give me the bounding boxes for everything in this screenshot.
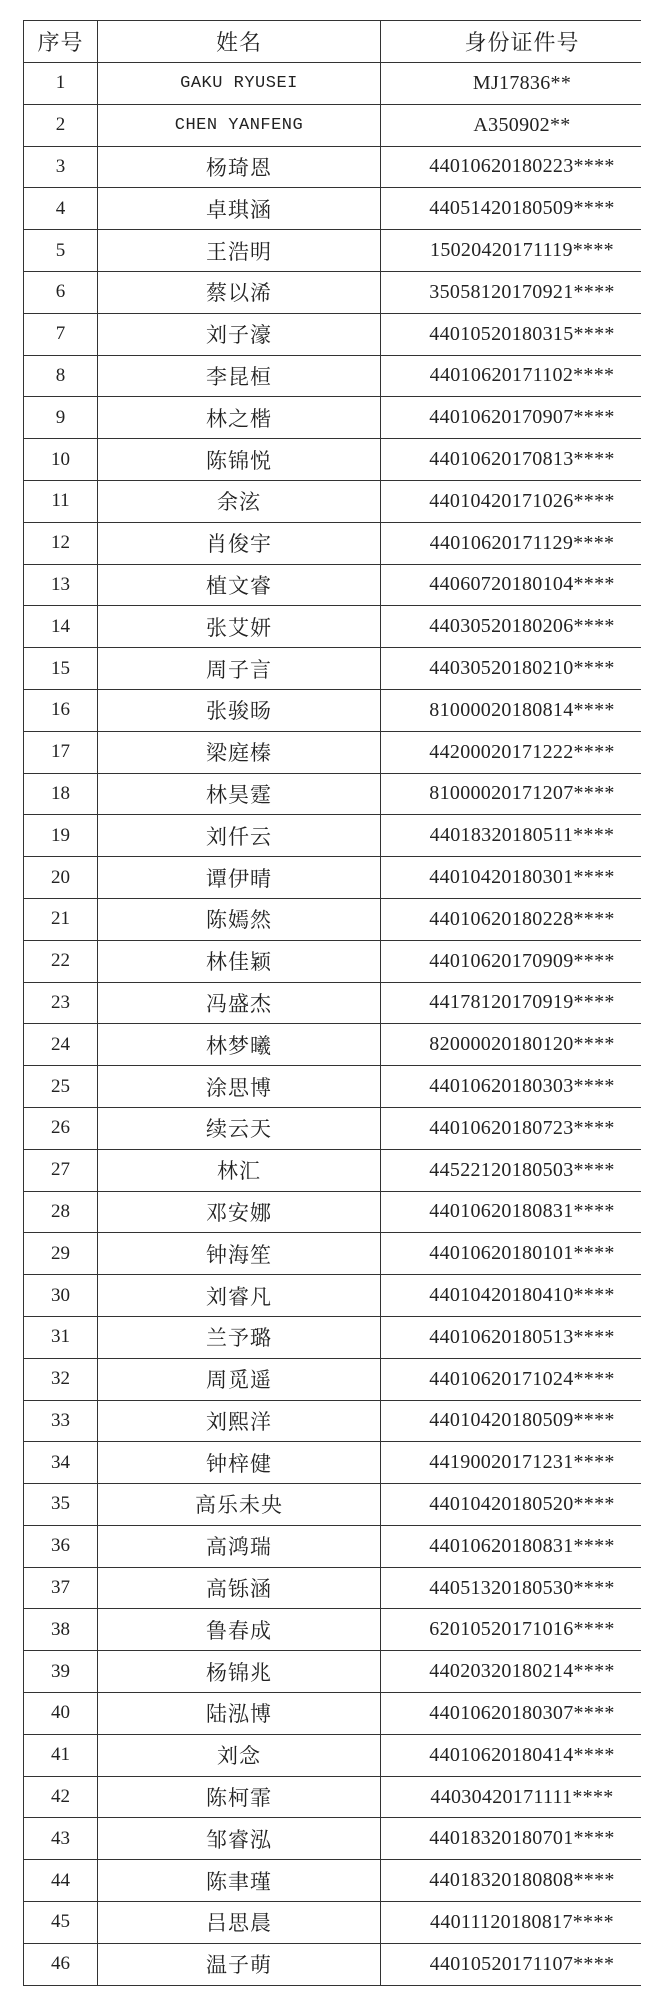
name-cell: 余泫 — [98, 480, 381, 522]
serial-number-cell: 34 — [24, 1442, 98, 1484]
name-cell: 李昆桓 — [98, 355, 381, 397]
id-number-cell: 44018320180808**** — [381, 1860, 649, 1902]
table-row — [24, 1149, 649, 1191]
id-number-cell: 44018320180511**** — [381, 815, 649, 857]
name-cell: 刘仟云 — [98, 815, 381, 857]
name-cell: 高鸿瑞 — [98, 1525, 381, 1567]
serial-number-cell: 2 — [24, 104, 98, 146]
table-row — [24, 982, 649, 1024]
roster-table — [23, 20, 649, 1986]
id-number-cell: 44010620170813**** — [381, 439, 649, 481]
id-number-cell: 44010620180831**** — [381, 1191, 649, 1233]
table-row — [24, 146, 649, 188]
id-number-cell: 44010620180223**** — [381, 146, 649, 188]
table-row — [24, 1191, 649, 1233]
serial-number-cell: 38 — [24, 1609, 98, 1651]
id-number-cell: 44010620180723**** — [381, 1107, 649, 1149]
serial-number-cell: 11 — [24, 480, 98, 522]
id-number-cell: 82000020180120**** — [381, 1024, 649, 1066]
name-cell: CHEN YANFENG — [98, 104, 381, 146]
name-cell: 蔡以浠 — [98, 271, 381, 313]
name-cell: 张艾妍 — [98, 606, 381, 648]
id-number-cell: 44010520171107**** — [381, 1943, 649, 1985]
id-number-cell: 44178120170919**** — [381, 982, 649, 1024]
table-row — [24, 1651, 649, 1693]
name-cell: 陈聿瑾 — [98, 1860, 381, 1902]
id-number-cell: 15020420171119**** — [381, 230, 649, 272]
serial-number-cell: 3 — [24, 146, 98, 188]
table-row — [24, 606, 649, 648]
serial-number-cell: 19 — [24, 815, 98, 857]
table-row — [24, 188, 649, 230]
table-row — [24, 439, 649, 481]
id-number-cell: 44010420180520**** — [381, 1484, 649, 1526]
id-number-cell: 44200020171222**** — [381, 731, 649, 773]
name-cell: 钟海笙 — [98, 1233, 381, 1275]
serial-number-cell: 42 — [24, 1776, 98, 1818]
name-cell: 谭伊晴 — [98, 857, 381, 899]
serial-number-cell: 6 — [24, 271, 98, 313]
id-number-cell: 44010620171102**** — [381, 355, 649, 397]
serial-number-cell: 17 — [24, 731, 98, 773]
id-number-cell: A350902** — [381, 104, 649, 146]
table-row — [24, 1484, 649, 1526]
table-row — [24, 940, 649, 982]
id-number-cell: 44010620171129**** — [381, 522, 649, 564]
serial-number-cell: 31 — [24, 1316, 98, 1358]
serial-number-cell: 44 — [24, 1860, 98, 1902]
serial-number-cell: 22 — [24, 940, 98, 982]
table-row — [24, 480, 649, 522]
id-number-cell: 44010620180228**** — [381, 898, 649, 940]
id-number-cell: 35058120170921**** — [381, 271, 649, 313]
id-number-cell: 44190020171231**** — [381, 1442, 649, 1484]
table-row — [24, 689, 649, 731]
serial-number-cell: 27 — [24, 1149, 98, 1191]
name-cell: 王浩明 — [98, 230, 381, 272]
serial-number-cell: 40 — [24, 1693, 98, 1735]
serial-number-cell: 28 — [24, 1191, 98, 1233]
serial-number-cell: 32 — [24, 1358, 98, 1400]
table-row — [24, 1066, 649, 1108]
serial-number-cell: 36 — [24, 1525, 98, 1567]
table-row — [24, 1358, 649, 1400]
name-cell: 植文睿 — [98, 564, 381, 606]
id-number-cell: 44522120180503**** — [381, 1149, 649, 1191]
serial-number-cell: 23 — [24, 982, 98, 1024]
serial-number-cell: 43 — [24, 1818, 98, 1860]
name-cell: 冯盛杰 — [98, 982, 381, 1024]
table-row — [24, 1316, 649, 1358]
serial-number-cell: 35 — [24, 1484, 98, 1526]
table-row — [24, 397, 649, 439]
header-serial-number: 序号 — [24, 21, 98, 63]
name-cell: 林昊霆 — [98, 773, 381, 815]
id-number-cell: 44030520180210**** — [381, 648, 649, 690]
name-cell: 陈嫣然 — [98, 898, 381, 940]
name-cell: 杨琦恩 — [98, 146, 381, 188]
table-row — [24, 63, 649, 105]
id-number-cell: 44010620180831**** — [381, 1525, 649, 1567]
name-cell: 卓琪涵 — [98, 188, 381, 230]
serial-number-cell: 37 — [24, 1567, 98, 1609]
name-cell: 张骏旸 — [98, 689, 381, 731]
serial-number-cell: 7 — [24, 313, 98, 355]
id-number-cell: 44018320180701**** — [381, 1818, 649, 1860]
table-row — [24, 313, 649, 355]
name-cell: 涂思博 — [98, 1066, 381, 1108]
id-number-cell: 44010620180414**** — [381, 1734, 649, 1776]
serial-number-cell: 30 — [24, 1275, 98, 1317]
table-row — [24, 1400, 649, 1442]
name-cell: GAKU RYUSEI — [98, 63, 381, 105]
table-header — [24, 21, 649, 63]
serial-number-cell: 29 — [24, 1233, 98, 1275]
serial-number-cell: 21 — [24, 898, 98, 940]
serial-number-cell: 14 — [24, 606, 98, 648]
id-number-cell: 44010620180513**** — [381, 1316, 649, 1358]
table-row — [24, 1567, 649, 1609]
serial-number-cell: 41 — [24, 1734, 98, 1776]
id-number-cell: 44010620170907**** — [381, 397, 649, 439]
table-row — [24, 1860, 649, 1902]
name-cell: 杨锦兆 — [98, 1651, 381, 1693]
name-cell: 吕思晨 — [98, 1902, 381, 1944]
id-number-cell: 44010420180410**** — [381, 1275, 649, 1317]
name-cell: 林汇 — [98, 1149, 381, 1191]
name-cell: 林佳颖 — [98, 940, 381, 982]
serial-number-cell: 12 — [24, 522, 98, 564]
name-cell: 兰予璐 — [98, 1316, 381, 1358]
serial-number-cell: 16 — [24, 689, 98, 731]
name-cell: 周子言 — [98, 648, 381, 690]
id-number-cell: 44060720180104**** — [381, 564, 649, 606]
serial-number-cell: 1 — [24, 63, 98, 105]
table-row — [24, 648, 649, 690]
table-row — [24, 1609, 649, 1651]
table-row — [24, 564, 649, 606]
table-row — [24, 898, 649, 940]
table-row — [24, 773, 649, 815]
table-row — [24, 1943, 649, 1985]
serial-number-cell: 46 — [24, 1943, 98, 1985]
serial-number-cell: 5 — [24, 230, 98, 272]
serial-number-cell: 33 — [24, 1400, 98, 1442]
name-cell: 刘睿凡 — [98, 1275, 381, 1317]
id-number-cell: 81000020180814**** — [381, 689, 649, 731]
serial-number-cell: 10 — [24, 439, 98, 481]
serial-number-cell: 4 — [24, 188, 98, 230]
id-number-cell: 62010520171016**** — [381, 1609, 649, 1651]
serial-number-cell: 26 — [24, 1107, 98, 1149]
id-number-cell: 44010520180315**** — [381, 313, 649, 355]
id-number-cell: 44030420171111**** — [381, 1776, 649, 1818]
name-cell: 高铄涵 — [98, 1567, 381, 1609]
table-row — [24, 355, 649, 397]
table-row — [24, 1525, 649, 1567]
name-cell: 鲁春成 — [98, 1609, 381, 1651]
table-row — [24, 815, 649, 857]
id-number-cell: MJ17836** — [381, 63, 649, 105]
name-cell: 陆泓博 — [98, 1693, 381, 1735]
table-row — [24, 104, 649, 146]
name-cell: 周觅遥 — [98, 1358, 381, 1400]
id-number-cell: 44010620171024**** — [381, 1358, 649, 1400]
id-number-cell: 44010420171026**** — [381, 480, 649, 522]
name-cell: 邹睿泓 — [98, 1818, 381, 1860]
name-cell: 林之楷 — [98, 397, 381, 439]
table-row — [24, 1442, 649, 1484]
page-edge — [641, 0, 649, 2015]
name-cell: 刘熙洋 — [98, 1400, 381, 1442]
id-number-cell: 44010420180509**** — [381, 1400, 649, 1442]
table-row — [24, 857, 649, 899]
serial-number-cell: 25 — [24, 1066, 98, 1108]
table-row — [24, 230, 649, 272]
name-cell: 陈柯霏 — [98, 1776, 381, 1818]
table-row — [24, 1275, 649, 1317]
name-cell: 林梦曦 — [98, 1024, 381, 1066]
table-row — [24, 1776, 649, 1818]
id-number-cell: 44010620180101**** — [381, 1233, 649, 1275]
serial-number-cell: 15 — [24, 648, 98, 690]
id-number-cell: 44010420180301**** — [381, 857, 649, 899]
table-row — [24, 271, 649, 313]
table-row — [24, 1233, 649, 1275]
name-cell: 邓安娜 — [98, 1191, 381, 1233]
name-cell: 钟梓健 — [98, 1442, 381, 1484]
id-number-cell: 44010620180307**** — [381, 1693, 649, 1735]
name-cell: 温子萌 — [98, 1943, 381, 1985]
name-cell: 续云天 — [98, 1107, 381, 1149]
serial-number-cell: 20 — [24, 857, 98, 899]
name-cell: 刘念 — [98, 1734, 381, 1776]
table-row — [24, 1818, 649, 1860]
id-number-cell: 81000020171207**** — [381, 773, 649, 815]
id-number-cell: 44010620180303**** — [381, 1066, 649, 1108]
header-row — [24, 21, 649, 63]
table-row — [24, 1902, 649, 1944]
header-name: 姓名 — [98, 21, 381, 63]
table-body — [24, 63, 649, 1986]
table-row — [24, 731, 649, 773]
table-row — [24, 1734, 649, 1776]
name-cell: 高乐未央 — [98, 1484, 381, 1526]
serial-number-cell: 24 — [24, 1024, 98, 1066]
id-number-cell: 44020320180214**** — [381, 1651, 649, 1693]
name-cell: 陈锦悦 — [98, 439, 381, 481]
id-number-cell: 44051320180530**** — [381, 1567, 649, 1609]
header-id-number: 身份证件号 — [381, 21, 649, 63]
table-row — [24, 522, 649, 564]
name-cell: 刘子濠 — [98, 313, 381, 355]
id-number-cell: 44010620170909**** — [381, 940, 649, 982]
serial-number-cell: 18 — [24, 773, 98, 815]
table-row — [24, 1693, 649, 1735]
name-cell: 梁庭榛 — [98, 731, 381, 773]
name-cell: 肖俊宇 — [98, 522, 381, 564]
serial-number-cell: 39 — [24, 1651, 98, 1693]
serial-number-cell: 13 — [24, 564, 98, 606]
serial-number-cell: 9 — [24, 397, 98, 439]
table-row — [24, 1107, 649, 1149]
table-row — [24, 1024, 649, 1066]
id-number-cell: 44011120180817**** — [381, 1902, 649, 1944]
serial-number-cell: 8 — [24, 355, 98, 397]
serial-number-cell: 45 — [24, 1902, 98, 1944]
id-number-cell: 44030520180206**** — [381, 606, 649, 648]
id-number-cell: 44051420180509**** — [381, 188, 649, 230]
